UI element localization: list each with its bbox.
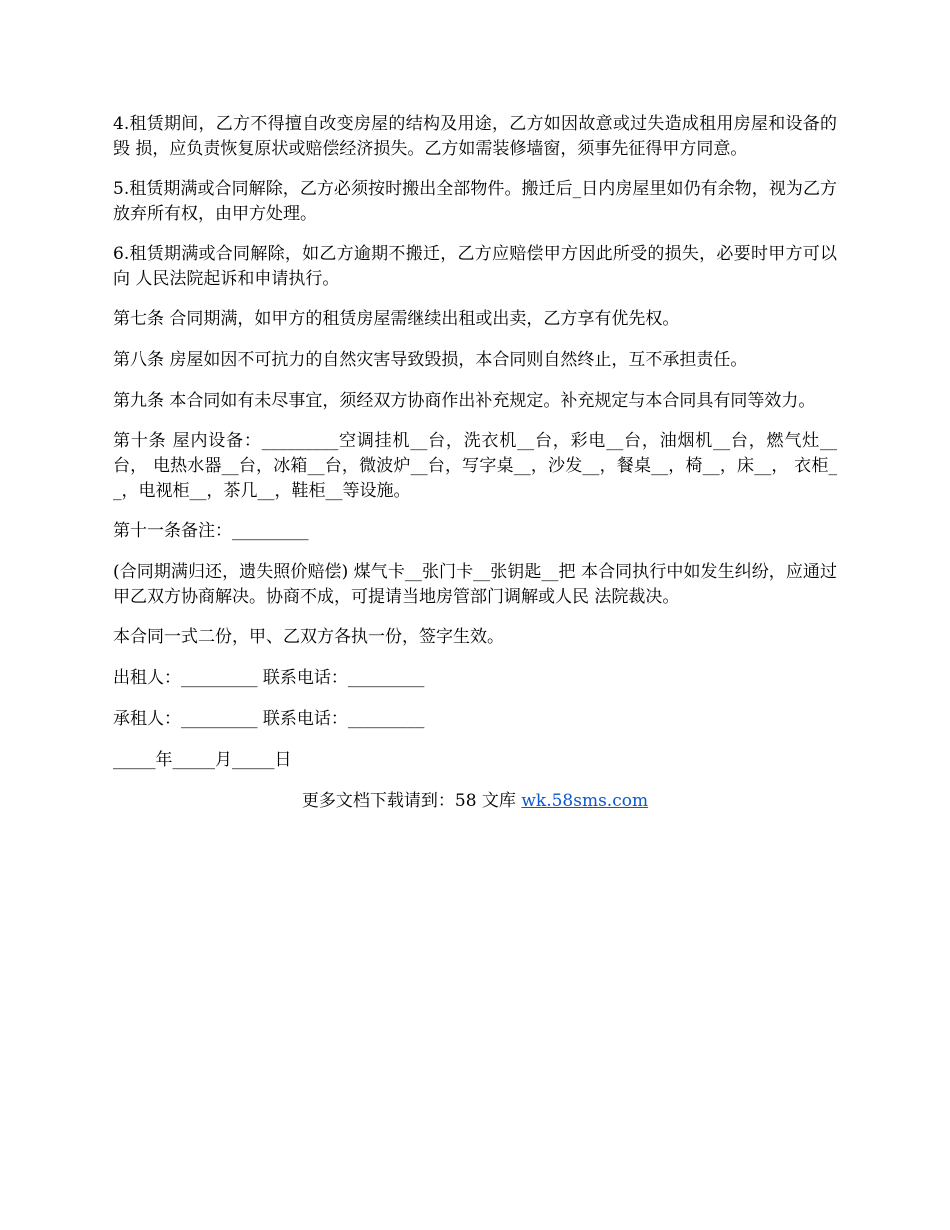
lessee-signature-line: 承租人：_________ 联系电话：_________ — [113, 709, 425, 729]
paragraph-clause-5: 5.租赁期满或合同解除，乙方必须按时搬出全部物件。搬迁后_日内房屋里如仍有余物，视为乙方 放弃所有权，由甲方处理。 — [113, 179, 837, 224]
paragraph-article-8: 第八条 房屋如因不可抗力的自然灾害导致毁损，本合同则自然终止，互不承担责任。 — [113, 350, 748, 370]
paragraph-clause-6: 6.租赁期满或合同解除，如乙方逾期不搬迁，乙方应赔偿甲方因此所受的损失，必要时甲方可以向 人民法院起诉和申请执行。 — [113, 244, 837, 289]
paragraph-clause-4: 4.租赁期间，乙方不得擅自改变房屋的结构及用途，乙方如因故意或过失造成租用房屋和设备的毁 损，应负责恢复原状或赔偿经济损失。乙方如需装修墙窗，须事先征得甲方同意。 — [113, 114, 837, 159]
paragraph-article-10: 第十条 屋内设备：_________空调挂机__台，洗衣机__台，彩电__台，油烟机__台，燃气灶__台， 电热水器__台，冰箱__台，微波炉__台，写字桌__，沙发__，餐桌__，椅__，床__， 衣柜__，电视柜__，茶几__，鞋柜__等设施。 — [113, 431, 837, 501]
footer — [113, 789, 837, 814]
paragraph-article-11: 第十一条备注：_________ — [113, 521, 309, 541]
paragraph-copies: 本合同一式二份，甲、乙双方各执一份，签字生效。 — [113, 627, 504, 647]
document-page — [113, 112, 837, 814]
lessor-signature-line: 出租人：_________ 联系电话：_________ — [113, 668, 425, 688]
footer-link[interactable]: wk.58sms.com — [521, 791, 649, 811]
date-line: _____年_____月_____日 — [113, 750, 292, 770]
footer-text: 更多文档下载请到：58 文库 — [301, 791, 522, 811]
paragraph-article-7: 第七条 合同期满，如甲方的租赁房屋需继续出租或出卖，乙方享有优先权。 — [113, 309, 680, 329]
paragraph-article-9: 第九条 本合同如有未尽事宜，须经双方协商作出补充规定。补充规定与本合同具有同等效力。 — [113, 391, 816, 411]
paragraph-dispute-resolution: (合同期满归还，遗失照价赔偿) 煤气卡__张门卡__张钥匙__把 本合同执行中如发生纠纷，应通过甲乙双方协商解决。协商不成，可提请当地房管部门调解或人民 法院裁决。 — [113, 562, 837, 607]
